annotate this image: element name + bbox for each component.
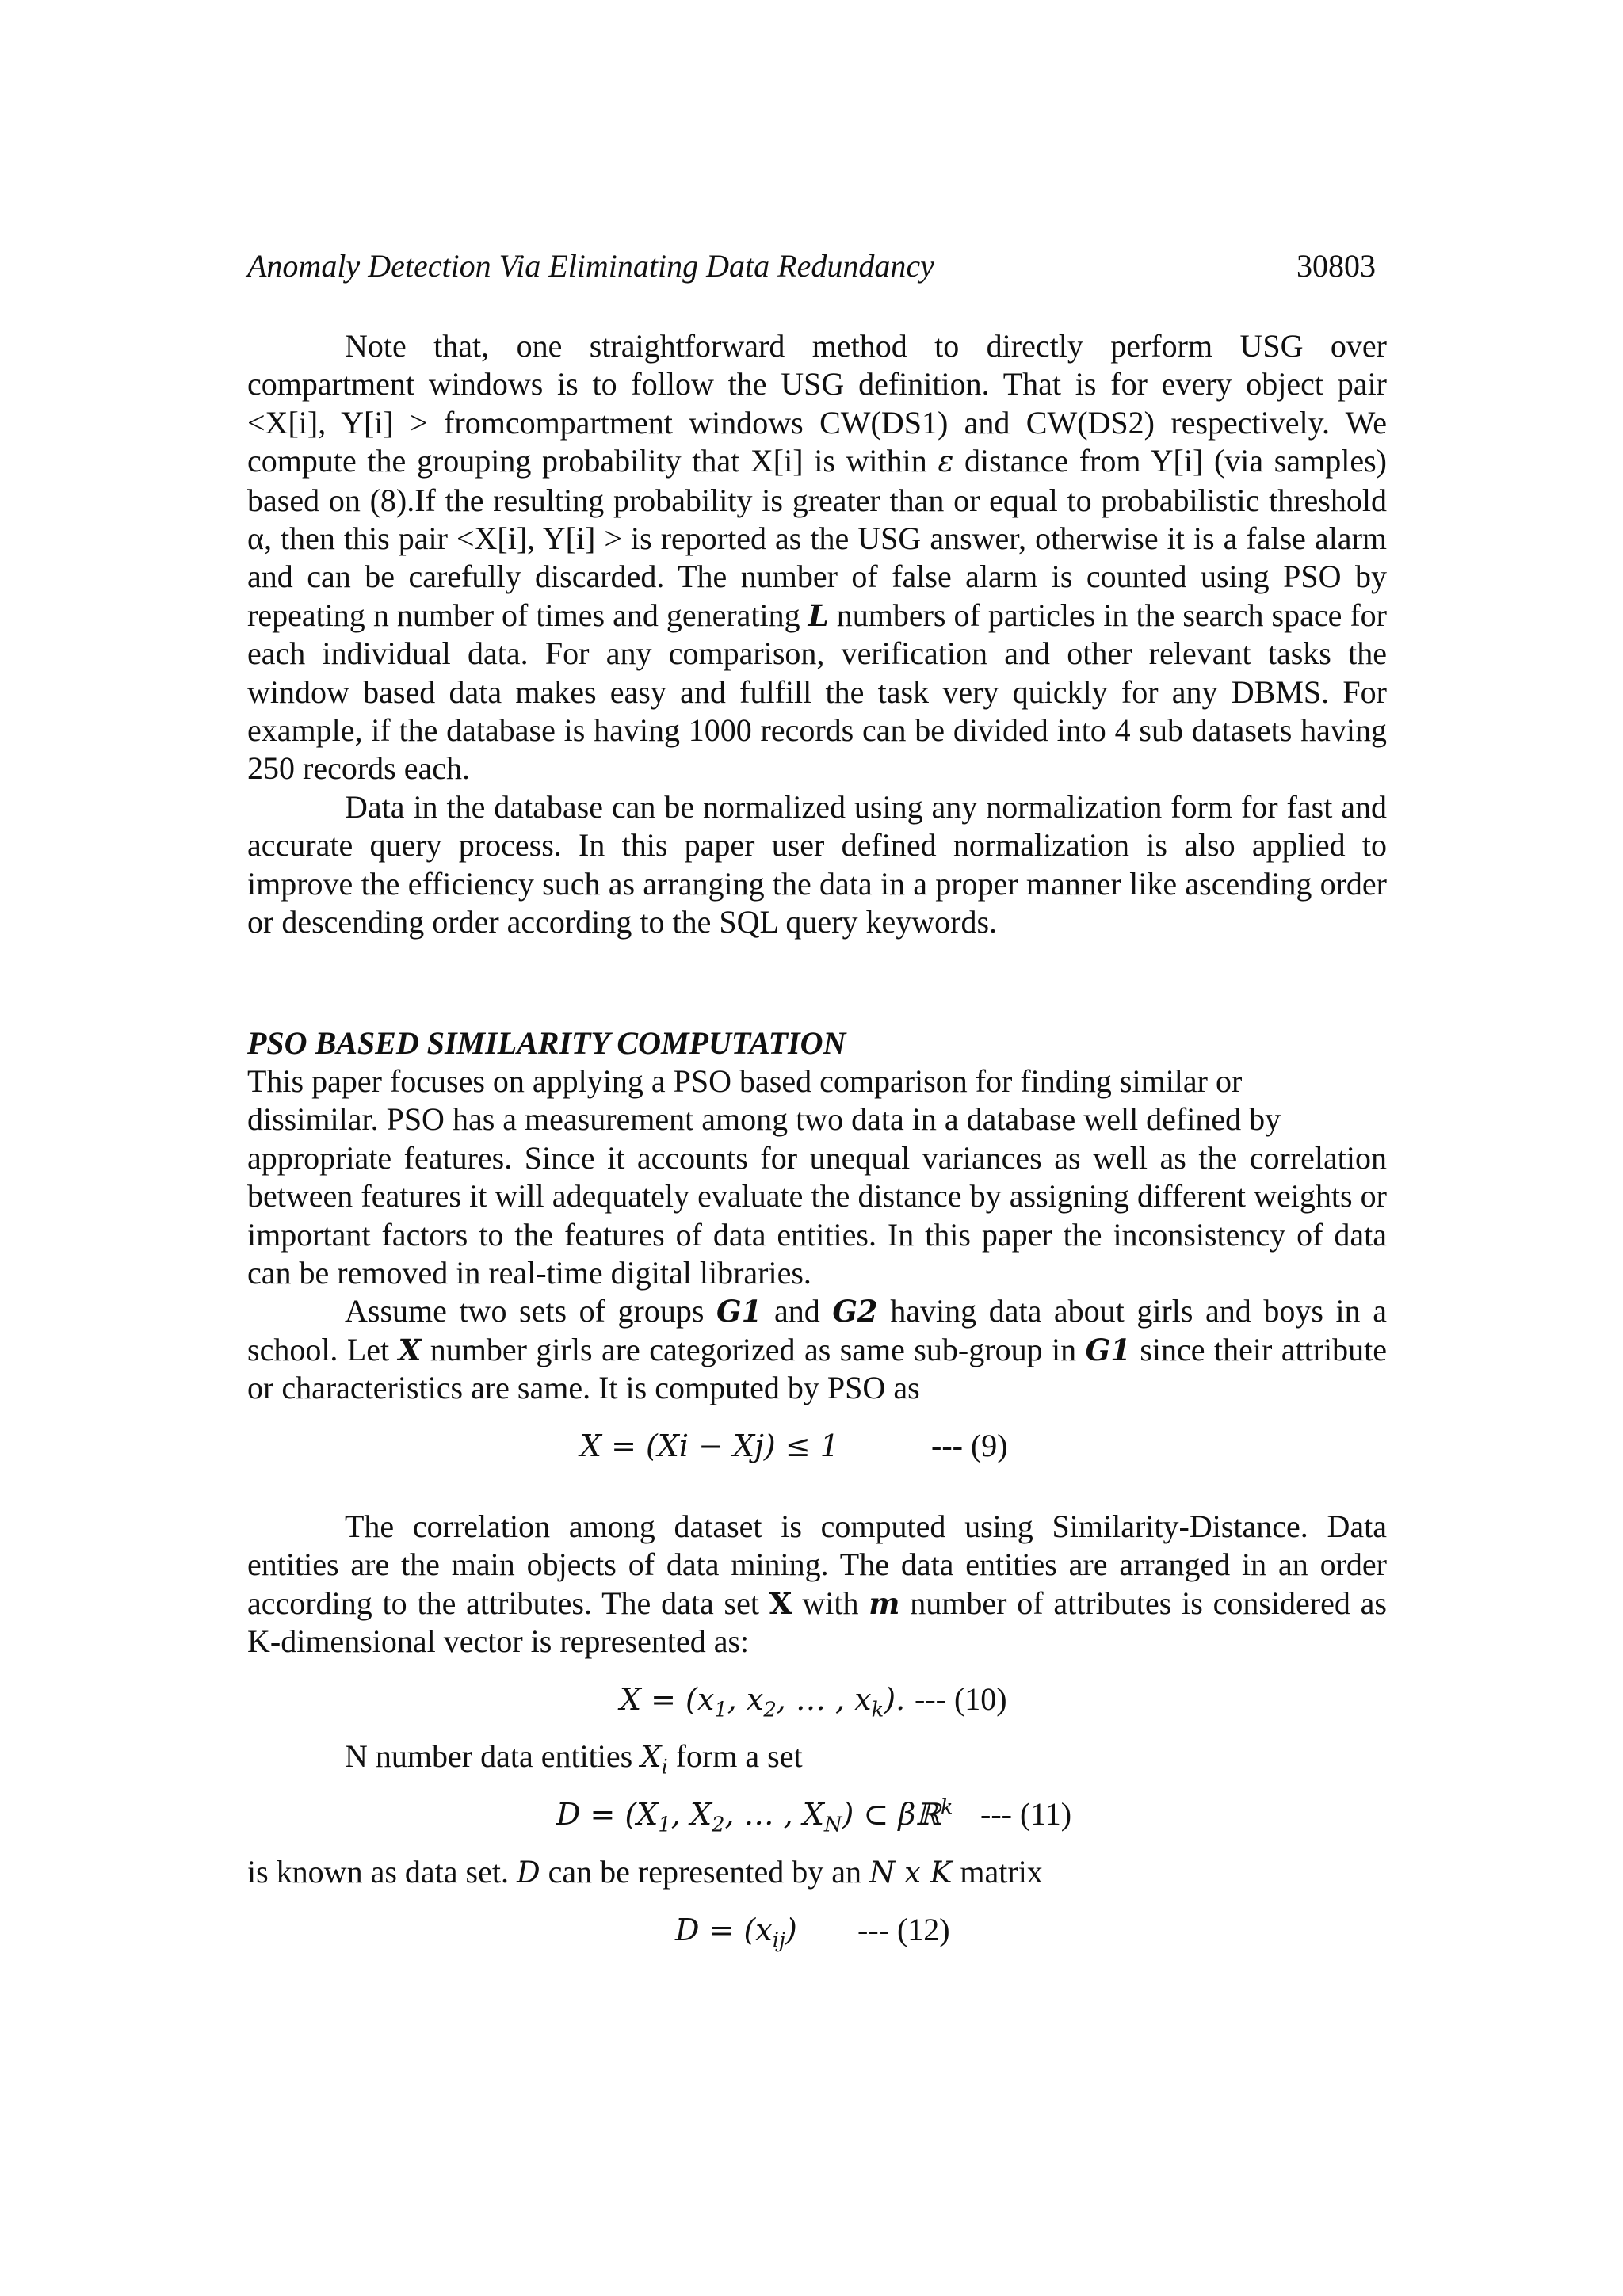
paragraph-groups (247, 1292, 1387, 1407)
paragraph-text: distance from Y[i] (via samples) based on (8).If the resulting probability is greater than or equal to probabilistic threshold α, then this pair <X[i], Y[i] > is reported as the USG answer, otherwise it is a false alarm and can be carefully discarded. The number of false alarm is counted using PSO by repeating n number of times and generating (247, 443, 1387, 633)
equation-body (620, 1680, 906, 1722)
paragraph-text: matrix (952, 1853, 1043, 1890)
paragraph-line: dissimilar. PSO has a measurement among two data in a database well defined by (247, 1101, 1281, 1138)
symbol-X: X (398, 1332, 422, 1367)
subscript: k (871, 1698, 884, 1722)
paragraph-usg-method (247, 327, 1387, 788)
symbol-NxK: N x K (869, 1855, 953, 1890)
epsilon-symbol: ε (938, 444, 954, 479)
page-header (247, 246, 1376, 287)
paragraph-text: can be represented by an (540, 1853, 869, 1890)
symbol-m: m (869, 1585, 900, 1621)
paragraph-entities (247, 1737, 1387, 1779)
equation-10 (247, 1680, 1387, 1722)
body-text (247, 327, 1387, 1969)
subscript: 2 (712, 1813, 725, 1837)
subscript: i (661, 1755, 668, 1779)
subscript: 1 (714, 1698, 727, 1722)
equation-11 (247, 1795, 1387, 1837)
equation-text: , … , X (724, 1797, 824, 1833)
paragraph-text: form a set (667, 1737, 803, 1774)
paragraph-text: numbers of particles in the search space for each individual data. For any comparison, verification and other relevant tasks the window based data makes easy and fulfill the task very quickly for any DBMS. For example, if the database is having 1000 records can be divided into 4 sub datasets having 250 records each. (247, 597, 1387, 787)
equation-text: , x (727, 1681, 764, 1717)
subscript: ij (772, 1928, 786, 1953)
paragraph-text: appropriate features. Since it accounts for unequal variances as well as the correlation between features it will adequately evaluate the distance by assigning different weights or important factors to the features of data entities. In this paper the inconsistency of data can be removed in real-time digital libraries. (247, 1139, 1387, 1291)
equation-9 (247, 1427, 1387, 1465)
paragraph-text: is known as data set. (247, 1853, 517, 1890)
paragraph-dataset (247, 1853, 1387, 1892)
symbol-G1: G1 (716, 1294, 762, 1329)
equation-text: D = (x (675, 1913, 773, 1948)
paragraph-text: having data about girls and boys in a school. Let (247, 1293, 1388, 1367)
symbol-X: X (769, 1585, 792, 1621)
paragraph-text: number of attributes is considered as K-dimensional vector is represented as: (247, 1585, 1387, 1660)
paragraph-text: Assume two sets of groups (345, 1293, 717, 1329)
paragraph-text: Note that, one straightforward method to directly perform USG over compartment windows is to follow the USG definition. That is for every object pair <X[i], Y[i] > fromcompartment windows CW(DS1) and CW(DS2) respectively. We compute the grouping probability that X[i] is within (247, 328, 1387, 479)
paragraph-text: N number data entities (345, 1737, 641, 1774)
equation-body (556, 1795, 953, 1837)
page-number: 30803 (1296, 248, 1376, 284)
equation-text: ) ⊂ βℝ (842, 1797, 941, 1833)
equation-number: --- (10) (915, 1680, 1007, 1717)
paragraph-line: This paper focuses on applying a PSO based comparison for finding similar or (247, 1062, 1243, 1099)
equation-number: --- (9) (931, 1427, 1008, 1463)
subscript: 2 (763, 1698, 777, 1722)
equation-body: X = (Xi − Xj) ≤ 1 (580, 1428, 839, 1463)
superscript: k (940, 1795, 953, 1820)
equation-number: --- (11) (980, 1796, 1072, 1833)
section-heading: PSO BASED SIMILARITY COMPUTATION (247, 1024, 846, 1061)
symbol-G1: G1 (1085, 1332, 1131, 1367)
paragraph-text: The correlation among dataset is computed using Similarity-Distance. Data entities are the main objects of data mining. The data entities are arranged in an order according to the attributes. The data set (247, 1508, 1387, 1621)
paragraph-text: number girls are categorized as same sub-group in (421, 1331, 1086, 1367)
paragraph-normalization: Data in the database can be normalized using any normalization form for fast and accurate query process. In this paper user defined normalization is also applied to improve the efficiency such as arranging the data in a proper manner like ascending order or descending order according to the SQL query keywords. (247, 788, 1387, 940)
symbol-L: L (808, 597, 829, 633)
paragraph-pso-intro (247, 1062, 1387, 1292)
paragraph-correlation (247, 1508, 1387, 1661)
subscript: 1 (658, 1813, 671, 1837)
subscript: N (823, 1813, 842, 1837)
paragraph-text: and (762, 1293, 833, 1329)
equation-text: X = (x (620, 1681, 715, 1717)
equation-body (675, 1911, 797, 1953)
symbol-text: X (640, 1739, 662, 1774)
equation-12 (247, 1911, 1387, 1953)
paragraph-text: since their attribute or characteristics are same. It is computed by PSO as (247, 1331, 1388, 1406)
equation-text: ) (785, 1913, 797, 1948)
equation-number: --- (12) (857, 1912, 950, 1948)
equation-text: D = (X (556, 1797, 659, 1833)
symbol-Xi (640, 1739, 668, 1779)
symbol-G2: G2 (832, 1294, 878, 1329)
equation-text: , X (670, 1797, 712, 1833)
paragraph-text: with (792, 1585, 869, 1621)
symbol-D: D (516, 1855, 540, 1890)
running-title: Anomaly Detection Via Eliminating Data Redundancy (247, 248, 934, 284)
equation-text: ). (884, 1681, 906, 1717)
equation-text: , … , x (776, 1681, 872, 1717)
